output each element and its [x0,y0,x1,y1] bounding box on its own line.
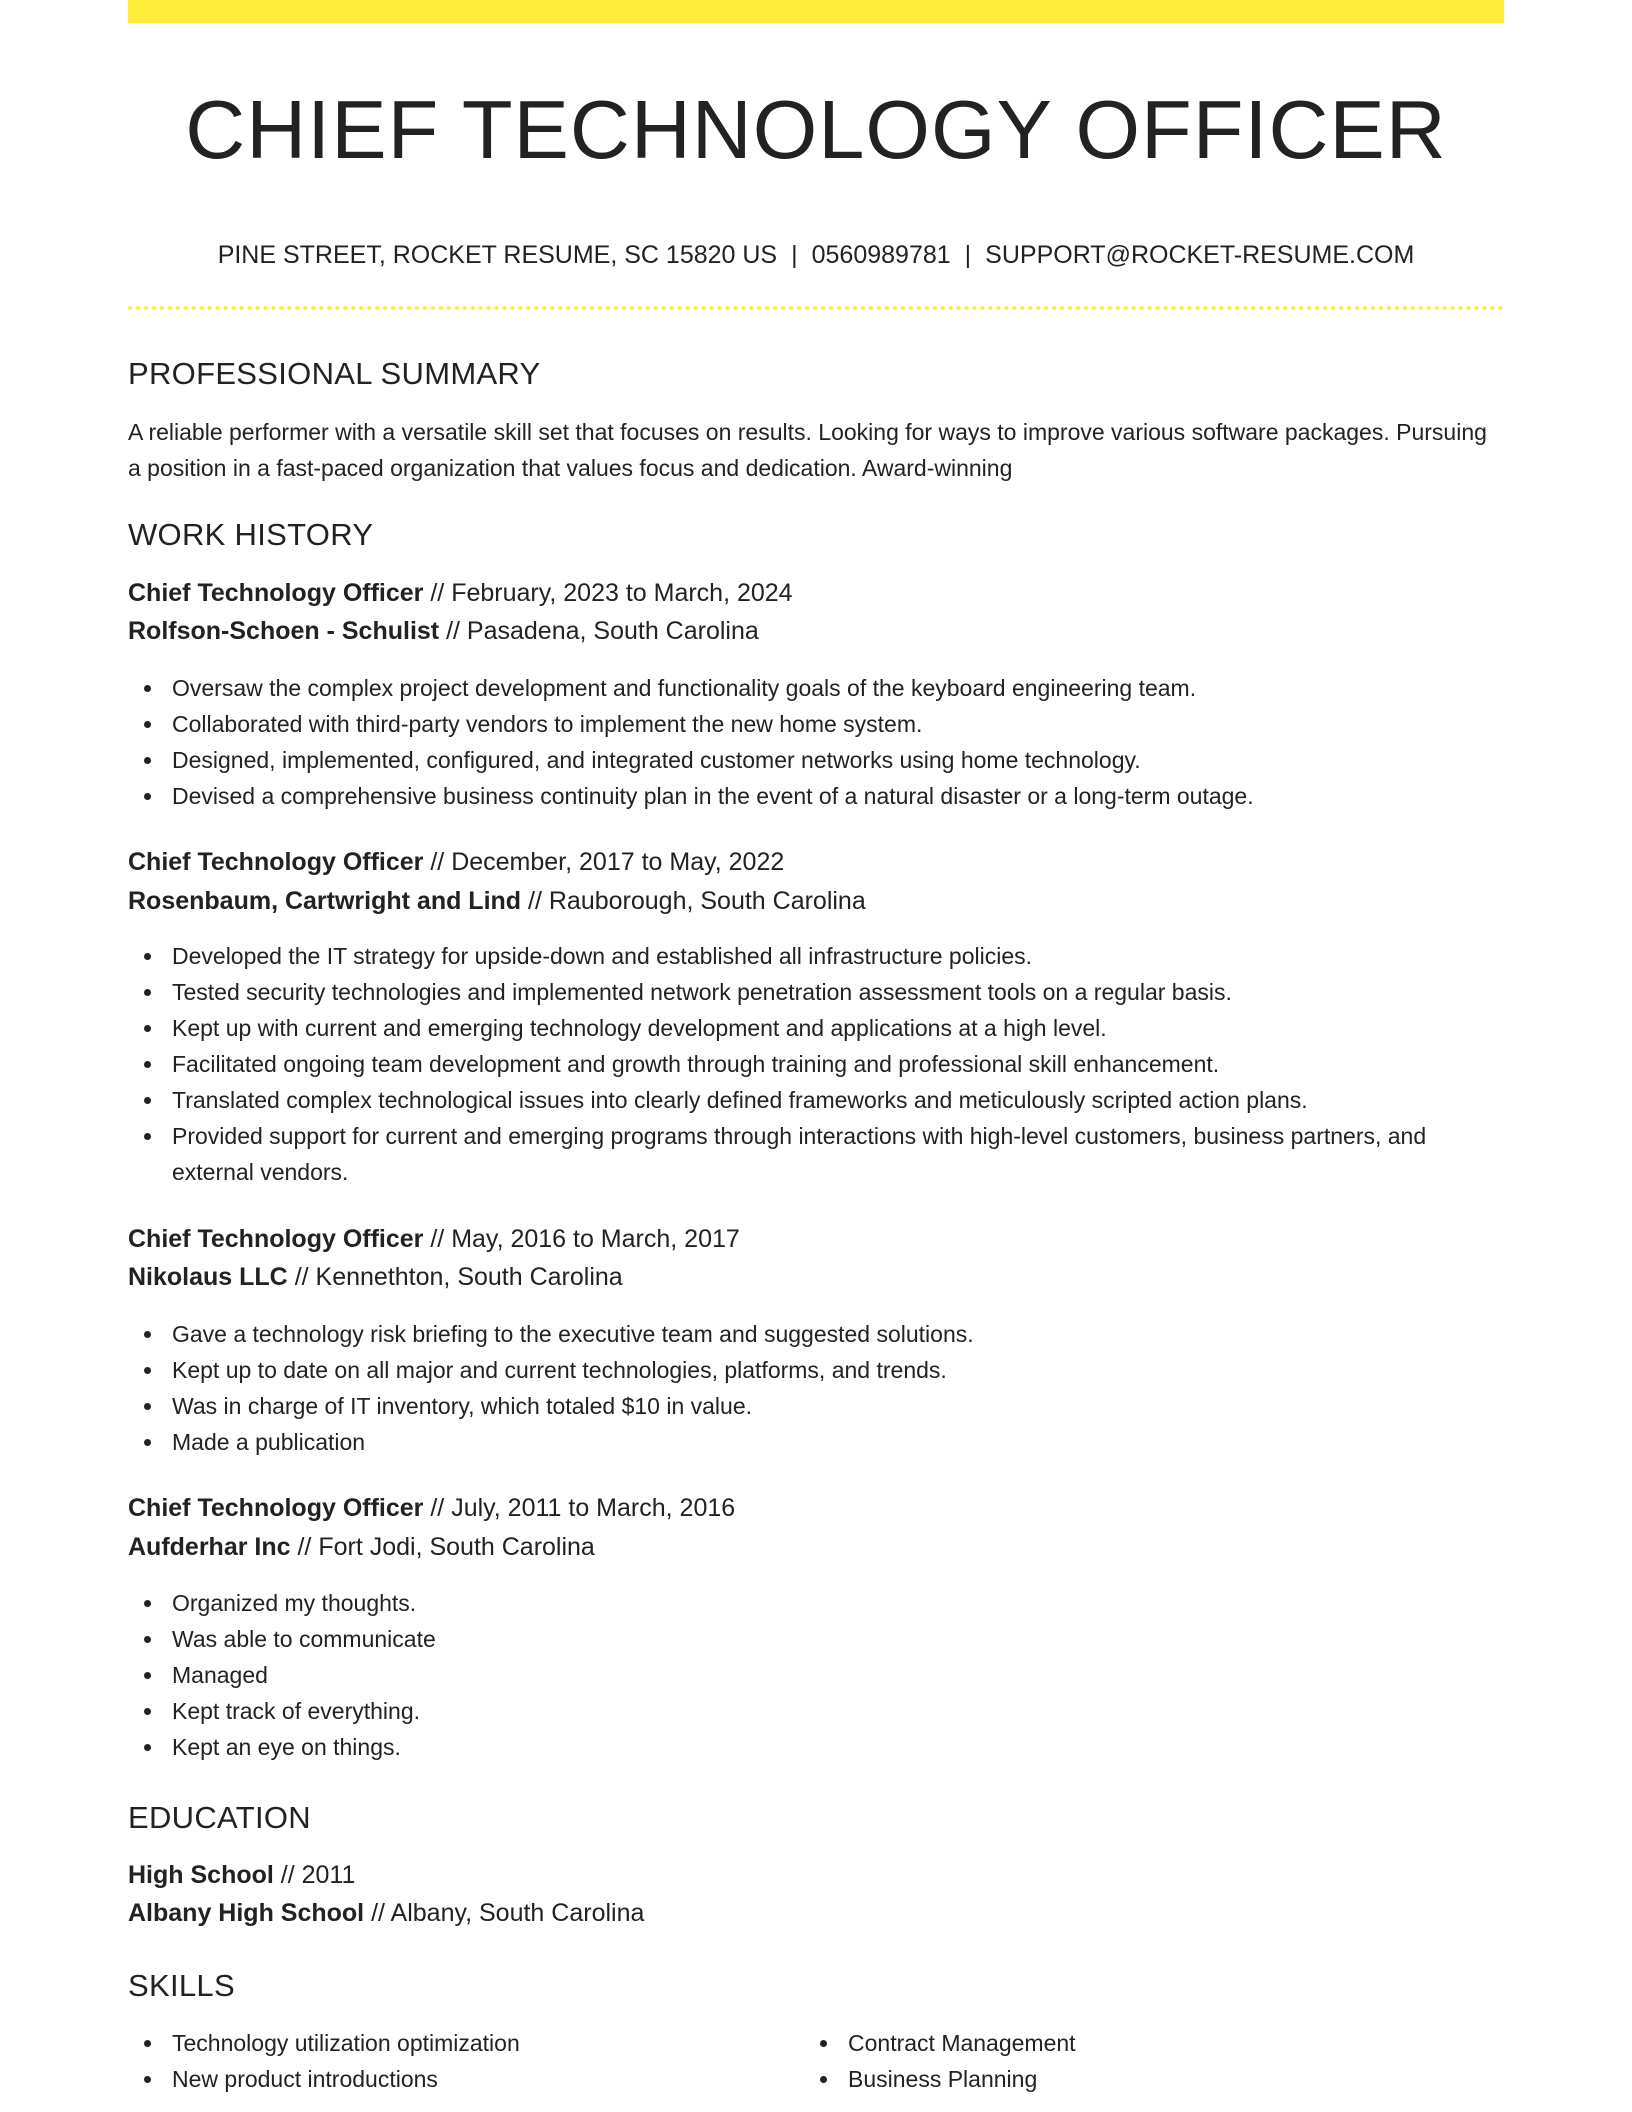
list-item: Kept track of everything. [128,1693,1504,1729]
skill-item: Contract Management [804,2025,1444,2061]
job-company-line [128,1260,623,1294]
summary-heading: PROFESSIONAL SUMMARY [128,356,541,391]
job-title-line [128,845,784,879]
list-item: Facilitated ongoing team development and growth through training and professional skill enhancement. [128,1046,1504,1082]
list-item: Collaborated with third-party vendors to implement the new home system. [128,706,1504,742]
list-item: Kept an eye on things. [128,1729,1504,1765]
education-heading: EDUCATION [128,1800,311,1835]
job-bullets [128,1316,1504,1460]
job-bullets [128,670,1504,814]
list-item: Tested security technologies and implemented network penetration assessment tools on a regular basis. [128,974,1504,1010]
list-item: Managed [128,1657,1504,1693]
job-dates: // December, 2017 to May, 2022 [423,848,785,876]
skills-heading: SKILLS [128,1968,235,2003]
job-location: // Rauborough, South Carolina [521,887,866,915]
work-history-heading: WORK HISTORY [128,517,374,552]
education-year: // 2011 [273,1861,356,1889]
job-bullets [128,1585,1504,1765]
job-company: Aufderhar Inc [128,1533,291,1561]
education-degree: High School [128,1861,274,1889]
list-item: Translated complex technological issues into clearly defined frameworks and meticulously scripted action plans. [128,1082,1504,1118]
list-item: Organized my thoughts. [128,1585,1504,1621]
job-role: Chief Technology Officer [128,579,424,607]
education-degree-line [128,1858,355,1892]
list-item: Designed, implemented, configured, and integrated customer networks using home technology. [128,742,1504,778]
accent-bar [128,0,1504,23]
job-role: Chief Technology Officer [128,1225,424,1253]
skills-list-right [804,2025,1444,2097]
job-company: Rolfson-Schoen - Schulist [128,617,440,645]
job-title-line [128,1222,740,1256]
list-item: Gave a technology risk briefing to the executive team and suggested solutions. [128,1316,1504,1352]
job-dates: // February, 2023 to March, 2024 [423,579,793,607]
job-company: Rosenbaum, Cartwright and Lind [128,887,522,915]
list-item: Kept up to date on all major and current technologies, platforms, and trends. [128,1352,1504,1388]
list-item: Made a publication [128,1424,1504,1460]
list-item: Devised a comprehensive business continuity plan in the event of a natural disaster or a long-term outage. [128,778,1504,814]
list-item: Was able to communicate [128,1621,1504,1657]
separator: | [791,241,798,269]
phone: 0560989781 [811,241,951,269]
skill-item: Technology utilization optimization [128,2025,768,2061]
job-dates: // May, 2016 to March, 2017 [423,1225,740,1253]
job-company-line [128,884,866,918]
separator: | [964,241,972,269]
list-item: Kept up with current and emerging technology development and applications at a high level. [128,1010,1504,1046]
job-company: Nikolaus LLC [128,1263,288,1291]
list-item: Oversaw the complex project development and functionality goals of the keyboard engineering team. [128,670,1504,706]
job-title-line [128,1491,735,1525]
job-role: Chief Technology Officer [128,1494,424,1522]
address: PINE STREET, ROCKET RESUME, SC 15820 US [217,241,778,269]
page-title: CHIEF TECHNOLOGY OFFICER [185,83,1447,176]
list-item: Was in charge of IT inventory, which totaled $10 in value. [128,1388,1504,1424]
skills-list-left [128,2025,768,2097]
job-company-line [128,614,759,648]
job-title-line [128,576,793,610]
skill-item: Business Planning [804,2061,1444,2097]
job-dates: // July, 2011 to March, 2016 [423,1494,736,1522]
summary-text: A reliable performer with a versatile skill set that focuses on results. Looking for ways to improve various software packages. Pursuing a position in a fast-paced organization that values focus and dedication. Award-winning [128,419,1487,481]
list-item: Provided support for current and emerging programs through interactions with high-level customers, business partners, and external vendors. [128,1118,1504,1190]
list-item: Developed the IT strategy for upside-down and established all infrastructure policies. [128,938,1504,974]
contact-line [128,238,1504,272]
job-location: // Kennethton, South Carolina [287,1263,623,1291]
job-location: // Fort Jodi, South Carolina [290,1533,595,1561]
education-location: // Albany, South Carolina [364,1899,645,1927]
job-role: Chief Technology Officer [128,848,424,876]
email-link[interactable]: SUPPORT@ROCKET-RESUME.COM [985,241,1415,269]
education-school-line [128,1896,644,1930]
divider [128,306,1504,310]
job-company-line [128,1530,595,1564]
education-school: Albany High School [128,1899,365,1927]
job-bullets [128,938,1504,1190]
job-location: // Pasadena, South Carolina [439,617,759,645]
skill-item: New product introductions [128,2061,768,2097]
